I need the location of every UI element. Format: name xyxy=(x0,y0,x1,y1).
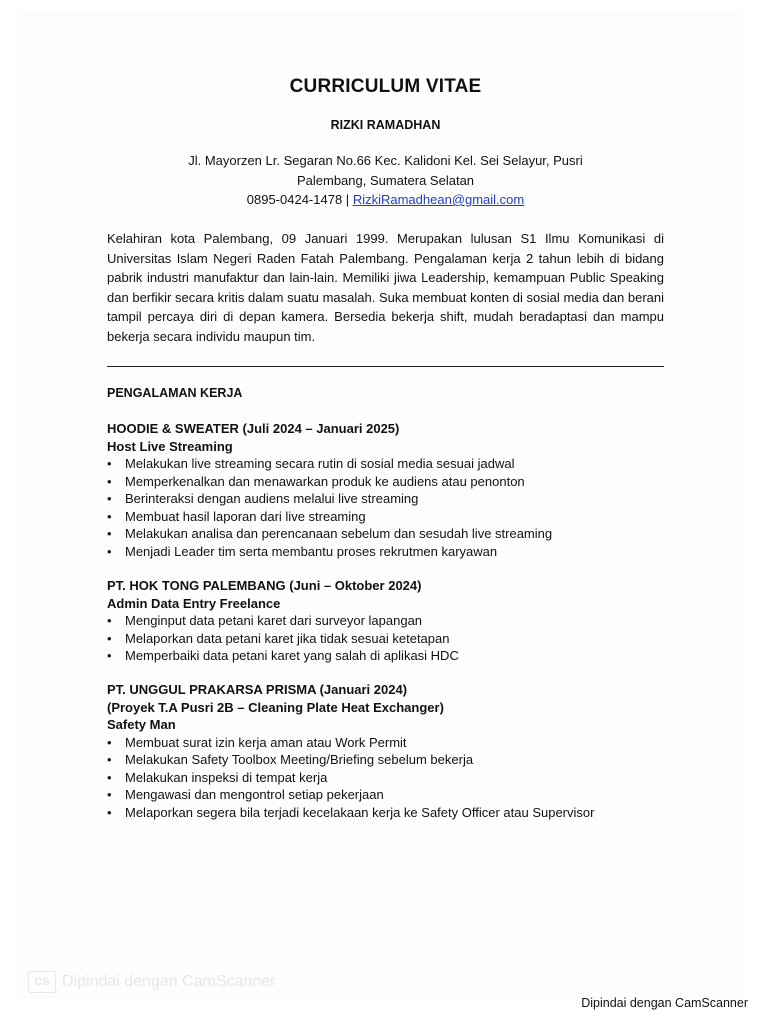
bullet-icon: • xyxy=(107,508,112,524)
work-experience-heading: PENGALAMAN KERJA xyxy=(107,386,243,400)
job-role: Safety Man xyxy=(107,717,176,732)
bullet-icon: • xyxy=(107,491,112,506)
duty-item: • Melaporkan segera bila terjadi kecelakaan kerja ke Safety Officer atau Supervisor xyxy=(107,804,595,820)
section-divider xyxy=(107,366,664,367)
document-title: CURRICULUM VITAE xyxy=(289,76,482,97)
bullet-icon: • xyxy=(107,613,112,628)
candidate-name: RIZKI RAMADHAN xyxy=(330,118,441,132)
duty-item: • Melakukan Safety Toolbox Meeting/Briefing sebelum bekerja xyxy=(107,752,474,767)
camscanner-watermark xyxy=(28,971,275,993)
duty-item: • Membuat surat izin kerja aman atau Work Permit xyxy=(107,734,407,750)
duty-item: • Melakukan live streaming secara rutin di sosial media sesuai jadwal xyxy=(107,456,515,471)
phone-number: 0895-0424-1478 xyxy=(246,192,343,207)
job-entry xyxy=(107,681,664,821)
email-link[interactable]: RizkiRamadhean@gmail.com xyxy=(352,192,525,207)
job-role: Host Live Streaming xyxy=(107,438,233,454)
duty-item: • Melakukan inspeksi di tempat kerja xyxy=(107,769,328,785)
job-entry xyxy=(107,577,664,665)
job-duties xyxy=(107,734,664,822)
job-duties xyxy=(107,612,664,665)
bullet-icon: • xyxy=(107,630,112,646)
job-duties xyxy=(107,455,664,560)
duty-item: • Berinteraksi dengan audiens melalui live streaming xyxy=(107,491,419,506)
address-line-1: Jl. Mayorzen Lr. Segaran No.66 Kec. Kalidoni Kel. Sei Selayur, Pusri xyxy=(188,153,583,168)
job-role: Admin Data Entry Freelance xyxy=(107,595,281,611)
bullet-icon: • xyxy=(107,734,112,750)
camscanner-logo-icon: CS xyxy=(28,971,56,993)
bullet-icon: • xyxy=(107,456,112,471)
watermark-text: Dipindai dengan CamScanner xyxy=(62,973,276,990)
bullet-icon: • xyxy=(107,543,112,559)
duty-item: • Melaporkan data petani karet jika tidak sesuai ketetapan xyxy=(107,630,450,646)
contact-separator: | xyxy=(345,192,350,207)
duty-item: • Mengawasi dan mengontrol setiap pekerjaan xyxy=(107,787,384,802)
contact-line xyxy=(107,190,664,210)
bullet-icon: • xyxy=(107,787,112,802)
scanner-footer-label: Dipindai dengan CamScanner xyxy=(581,996,748,1010)
duty-item: • Menginput data petani karet dari surveyor lapangan xyxy=(107,613,423,628)
bullet-icon: • xyxy=(107,769,112,785)
duty-item: • Menjadi Leader tim serta membantu proses rekrutmen karyawan xyxy=(107,543,498,559)
duty-item: • Melakukan analisa dan perencanaan sebelum dan sesudah live streaming xyxy=(107,526,553,541)
job-project: (Proyek T.A Pusri 2B – Cleaning Plate Heat Exchanger) xyxy=(107,699,444,715)
duty-item: • Memperbaiki data petani karet yang salah di aplikasi HDC xyxy=(107,648,459,663)
job-entry xyxy=(107,420,664,560)
job-company: PT. UNGGUL PRAKARSA PRISMA (Januari 2024) xyxy=(107,682,408,697)
bullet-icon: • xyxy=(107,473,112,489)
job-company: HOODIE & SWEATER (Juli 2024 – Januari 2025) xyxy=(107,421,400,436)
profile-summary: Kelahiran kota Palembang, 09 Januari 1999. Merupakan lulusan S1 Ilmu Komunikasi di Universitas Islam Negeri Raden Fatah Palembang. Pengalaman kerja 2 tahun lebih di bidang pabrik industri manufaktur dan lain-lain. Memiliki jiwa Leadership, kemampuan Public Speaking dan berfikir secara kritis dalam suatu masalah. Suka membuat konten di sosial media dan berani tampil percaya diri di depan kamera. Bersedia bekerja shift, mudah beradaptasi dan mampu bekerja secara individu maupun tim. xyxy=(107,231,664,344)
job-company: PT. HOK TONG PALEMBANG (Juni – Oktober 2024) xyxy=(107,578,422,593)
bullet-icon: • xyxy=(107,648,112,663)
bullet-icon: • xyxy=(107,526,112,541)
contact-block xyxy=(107,151,664,210)
bullet-icon: • xyxy=(107,752,112,767)
address-line-2: Palembang, Sumatera Selatan xyxy=(296,172,475,188)
bullet-icon: • xyxy=(107,804,112,820)
duty-item: • Membuat hasil laporan dari live streaming xyxy=(107,508,366,524)
duty-item: • Memperkenalkan dan menawarkan produk ke audiens atau penonton xyxy=(107,473,525,489)
